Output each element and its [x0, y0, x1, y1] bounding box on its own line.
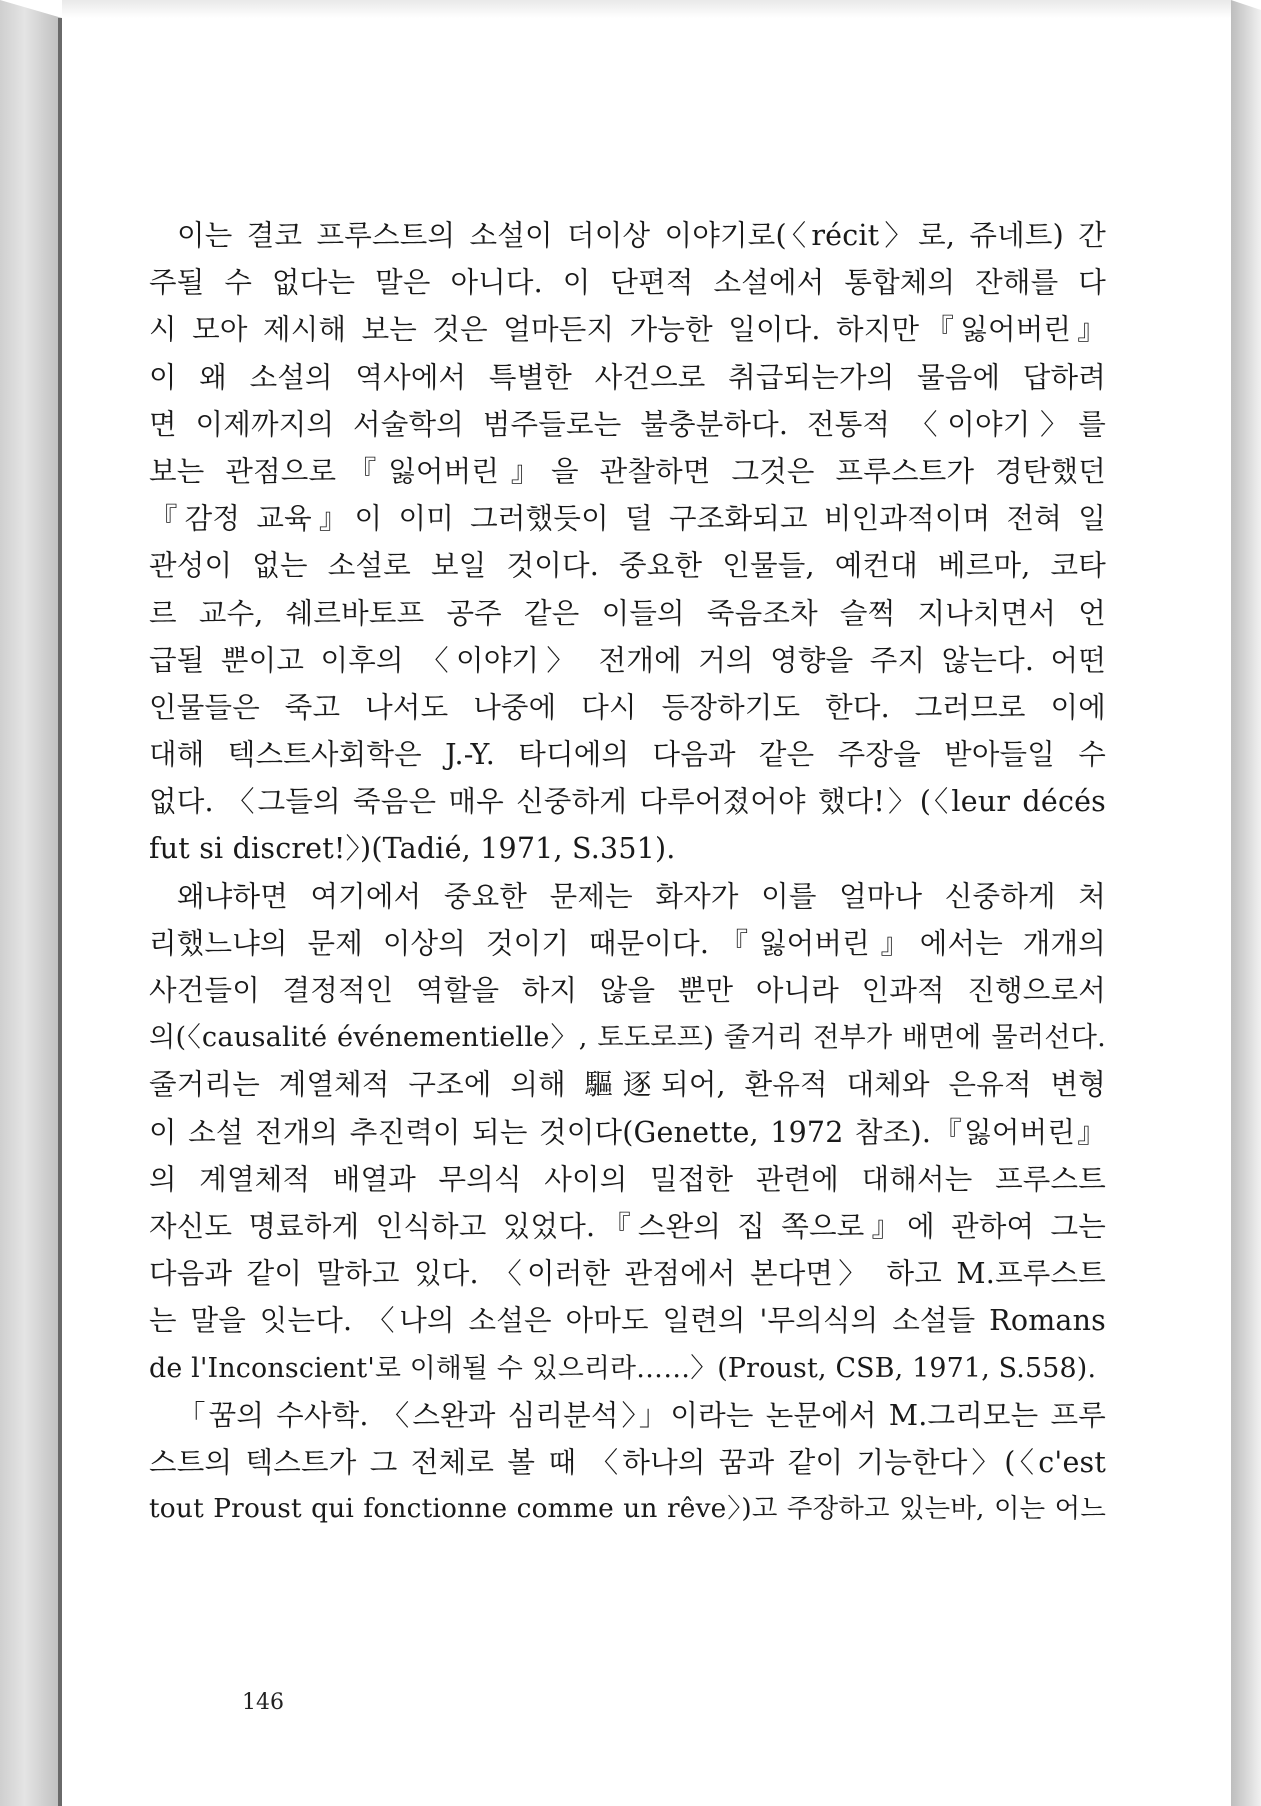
text-line: 의(〈causalité événementielle〉, 토도로프) 줄거리 전부가 배면에 물러선다.	[149, 1022, 1106, 1054]
text-line: 이는 결코 프루스트의 소설이 더이상 이야기로(〈récit〉로, 쥬네트) 간	[177, 219, 1106, 252]
text-line: 보는 관점으로『잃어버린』을 관찰하면 그것은 프루스트가 경탄했던	[149, 454, 1106, 488]
text-line: fut si discret!〉)(Tadié, 1971, S.351).	[149, 832, 676, 866]
text-line: 리했느냐의 문제 이상의 것이기 때문이다.『잃어버린』에서는 개개의	[149, 926, 1106, 960]
text-line: 급될 뿐이고 이후의 〈이야기〉 전개에 거의 영향을 주지 않는다. 어떤	[149, 643, 1106, 677]
book-right-edge	[1231, 0, 1261, 1806]
text-line: 왜냐하면 여기에서 중요한 문제는 화자가 이를 얼마나 신중하게 처	[177, 879, 1106, 913]
text-line: 『감정 교육』이 이미 그러했듯이 덜 구조화되고 비인과적이며 전혀 일	[149, 502, 1106, 536]
text-line: 줄거리는 계열체적 구조에 의해 驅逐되어, 환유적 대체와 은유적 변형	[149, 1068, 1106, 1102]
text-line: 시 모아 제시해 보는 것은 얼마든지 가능한 일이다. 하지만『잃어버린』	[149, 313, 1106, 347]
text-line: 대해 텍스트사회학은 J.-Y. 타디에의 다음과 같은 주장을 받아들일 수	[149, 738, 1106, 772]
text-line: 주될 수 없다는 말은 아니다. 이 단편적 소설에서 통합체의 잔해를 다	[149, 266, 1106, 300]
book-top-edge	[62, 0, 1231, 18]
text-line: 없다. 〈그들의 죽음은 매우 신중하게 다루어졌어야 했다!〉(〈leur décés	[149, 785, 1106, 819]
body-text	[149, 212, 1106, 1533]
text-line: 의 계열체적 배열과 무의식 사이의 밀접한 관련에 대해서는 프루스트	[149, 1162, 1106, 1196]
text-line: 인물들은 죽고 나서도 나중에 다시 등장하기도 한다. 그러므로 이에	[149, 690, 1106, 724]
text-line: 르 교수, 쉐르바토프 공주 같은 이들의 죽음조차 슬쩍 지나치면서 언	[149, 596, 1106, 630]
text-line: 이 왜 소설의 역사에서 특별한 사건으로 취급되는가의 물음에 답하려	[149, 360, 1106, 394]
text-line: tout Proust qui fonctionne comme un rêve〉)고 주장하고 있는바, 이는 어느	[149, 1494, 1106, 1525]
text-line: 면 이제까지의 서술학의 범주들로는 불충분하다. 전통적 〈이야기〉를	[149, 407, 1106, 441]
text-line: 사건들이 결정적인 역할을 하지 않을 뿐만 아니라 인과적 진행으로서	[149, 974, 1106, 1007]
text-line: 스트의 텍스트가 그 전체로 볼 때 〈하나의 꿈과 같이 기능한다〉(〈c'est	[149, 1445, 1106, 1479]
text-line: 다음과 같이 말하고 있다. 〈이러한 관점에서 본다면〉 하고 M.프루스트	[149, 1257, 1106, 1291]
page-number: 146	[242, 1690, 284, 1715]
text-line: de l'Inconscient'로 이해될 수 있으리라……〉(Proust, CSB, 1971, S.558).	[149, 1352, 1097, 1384]
text-line: 이 소설 전개의 추진력이 되는 것이다(Genette, 1972 참조).『잃어버린』	[149, 1115, 1106, 1149]
text-line: 자신도 명료하게 인식하고 있었다.『스완의 집 쪽으로』에 관하여 그는	[149, 1209, 1106, 1243]
text-line: 는 말을 잇는다. 〈나의 소설은 아마도 일련의 '무의식의 소설들 Romans	[149, 1304, 1106, 1338]
book-left-edge	[0, 0, 62, 1806]
text-line: 관성이 없는 소설로 보일 것이다. 중요한 인물들, 예컨대 베르마, 코타	[149, 549, 1106, 583]
text-line: 「꿈의 수사학. 〈스완과 심리분석〉」이라는 논문에서 M.그리모는 프루	[177, 1398, 1106, 1432]
